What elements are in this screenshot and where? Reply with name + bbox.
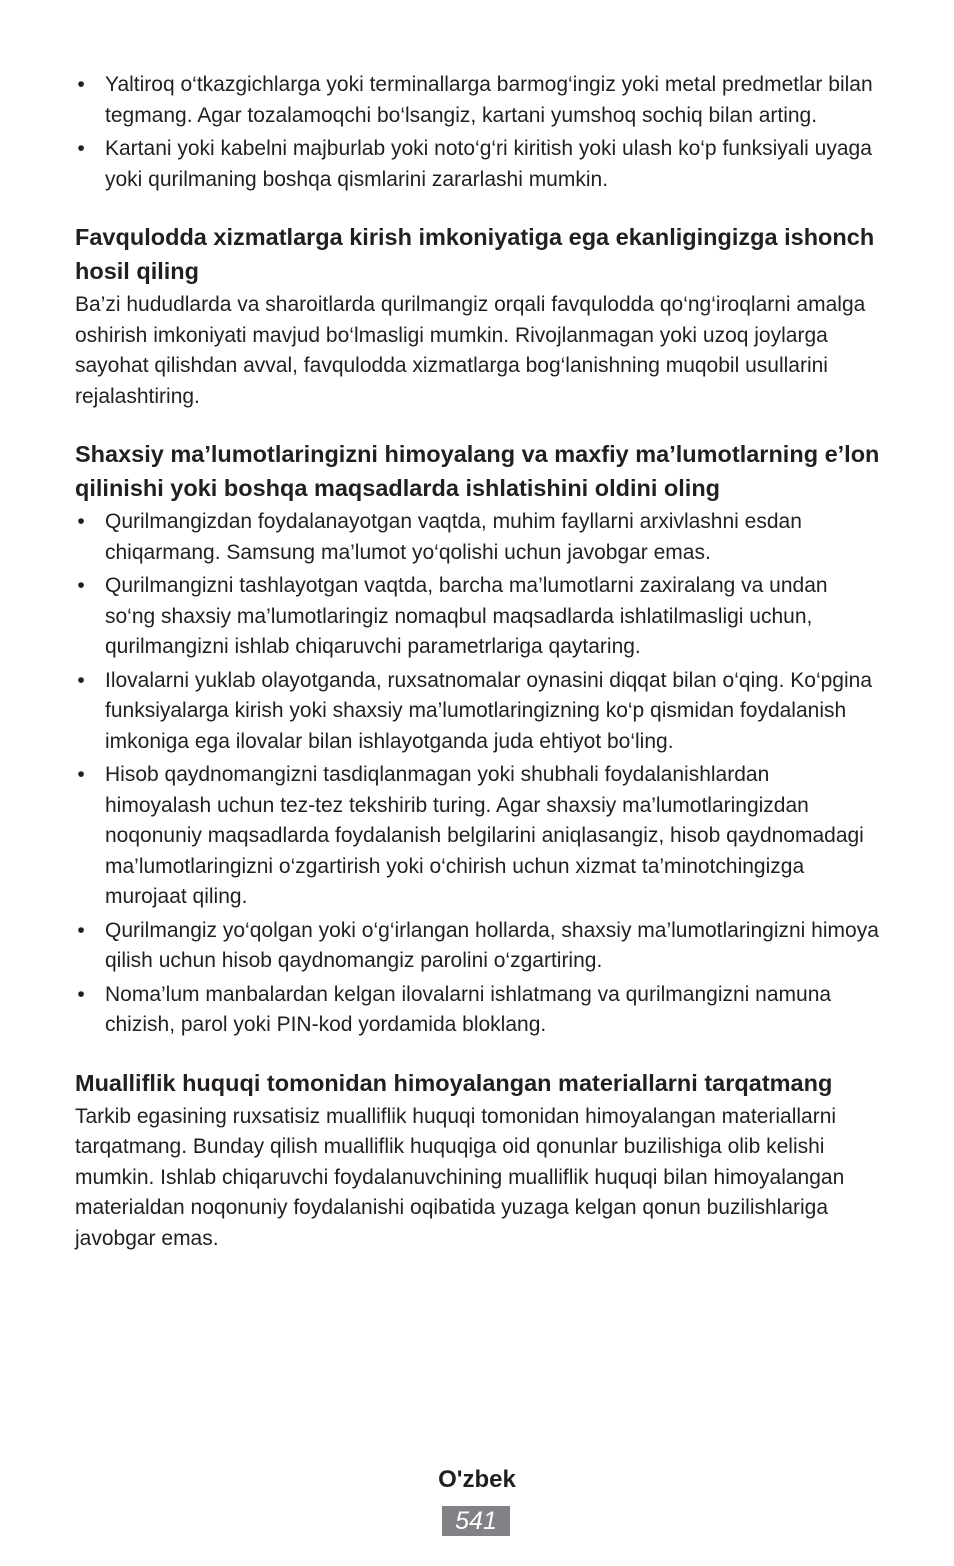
section-paragraph-emergency: Ba’zi hududlarda va sharoitlarda qurilmangiz orqali favqulodda qo‘ng‘iroqlarni amalga oshirish imkoniyati mavjud bo‘lmasligi mumkin. Rivojlanmagan yoki uzoq joylarga sayohat qilishdan avval, favqulodda xizmatlarga bog‘lanishning muqobil usullarini rejalashtiring. xyxy=(75,293,866,408)
section-paragraph-copyright: Tarkib egasining ruxsatisiz mualliflik huquqi tomonidan himoyalangan materiallarni tarqatmang. Bunday qilish mualliflik huquqiga oid qonunlar buzilishiga olib kelishi mumkin. Ishlab chiqaruvchi foydalanuvchining mualliflik huquqi bilan himoyalangan materialdan noqonuniy foydalanishi oqibatida yuzaga kelgan qonun buzilishlariga javobgar emas. xyxy=(75,1104,845,1250)
bullet-text: Kartani yoki kabelni majburlab yoki noto‘g‘ri kiritish yoki ulash ko‘p funksiyali uyaga yoki qurilmaning boshqa qismlarini zararlashi mumkin. xyxy=(105,137,872,191)
section-heading-privacy: Shaxsiy ma’lumotlaringizni himoyalang va maxfiy ma’lumotlarning e’lon qilinishi yoki boshqa maqsadlarda ishlatishini oldini oling xyxy=(75,441,880,501)
bullet-icon: • xyxy=(77,982,85,1006)
list-item xyxy=(75,70,881,131)
bullet-icon: • xyxy=(77,510,85,533)
bullet-icon: • xyxy=(77,763,85,786)
section-heading-emergency: Favqulodda xizmatlarga kirish imkoniyatiga ega ekanligingizga ishonch hosil qiling xyxy=(75,224,875,284)
intro-bullet-list xyxy=(75,70,881,195)
bullet-icon: • xyxy=(77,73,85,96)
bullet-text: Yaltiroq o‘tkazgichlarga yoki terminallarga barmog‘ingiz yoki metal predmetlar bilan tegmang. Agar tozalamoqchi bo‘lsangiz, kartani yumshoq sochiq bilan arting. xyxy=(105,73,873,127)
bullet-text: Noma’lum manbalardan kelgan ilovalarni ishlatmang va qurilmangizni namuna chizish, parol yoki PIN-kod yordamida bloklang. xyxy=(105,982,832,1036)
bullet-text: Ilovalarni yuklab olayotganda, ruxsatnomalar oynasini diqqat bilan o‘qing. Ko‘pgina funksiyalarga kirish yoki shaxsiy ma’lumotlaringizning ko‘p qismidan foydalanish imkoniga ega ilovalar bilan ishlayotganda juda ehtiyot bo‘ling. xyxy=(105,668,872,753)
list-item xyxy=(75,980,881,1041)
bullet-icon: • xyxy=(77,918,85,942)
list-item xyxy=(75,507,881,568)
footer-language-label: O'zbek xyxy=(438,1466,516,1493)
bullet-icon: • xyxy=(77,137,85,160)
bullet-icon: • xyxy=(77,574,85,597)
list-item xyxy=(75,134,881,195)
bullet-text: Hisob qaydnomangizni tasdiqlanmagan yoki shubhali foydalanishlardan himoyalash uchun tez-tez tekshirib turing. Agar shaxsiy ma’lumotlaringizdan noqonuniy maqsadlarda foydalanish belgilarini aniqlasangiz, hisob qaydnomadagi ma’lumotlaringizni o‘zgartirish yoki o‘chirish uchun xizmat ta’minotchingizga murojaat qiling. xyxy=(105,763,864,908)
bullet-text: Qurilmangizdan foydalanayotgan vaqtda, muhim fayllarni arxivlashni esdan chiqarmang. Samsung ma’lumot yo‘qolishi uchun javobgar emas. xyxy=(105,510,802,564)
privacy-bullet-list xyxy=(75,507,881,1041)
bullet-text: Qurilmangiz yo‘qolgan yoki o‘g‘irlangan hollarda, shaxsiy ma’lumotlaringizni himoya qilish uchun hisob qaydnomangiz parolini o‘zgartiring. xyxy=(105,918,879,972)
list-item xyxy=(75,571,881,663)
bullet-icon: • xyxy=(77,668,85,692)
document-page xyxy=(75,70,881,1254)
page-number-badge: 541 xyxy=(442,1506,510,1536)
section-heading-copyright: Mualliflik huquqi tomonidan himoyalangan materiallarni tarqatmang xyxy=(75,1069,833,1096)
bullet-text: Qurilmangizni tashlayotgan vaqtda, barcha ma’lumotlarni zaxiralang va undan so‘ng shaxsiy ma’lumotlaringiz nomaqbul maqsadlarda ishlatilmasligi uchun, qurilmangizni ishlab chiqaruvchi parametrlariga qaytaring. xyxy=(105,574,828,658)
list-item xyxy=(75,760,881,913)
list-item xyxy=(75,666,881,758)
list-item xyxy=(75,916,881,977)
